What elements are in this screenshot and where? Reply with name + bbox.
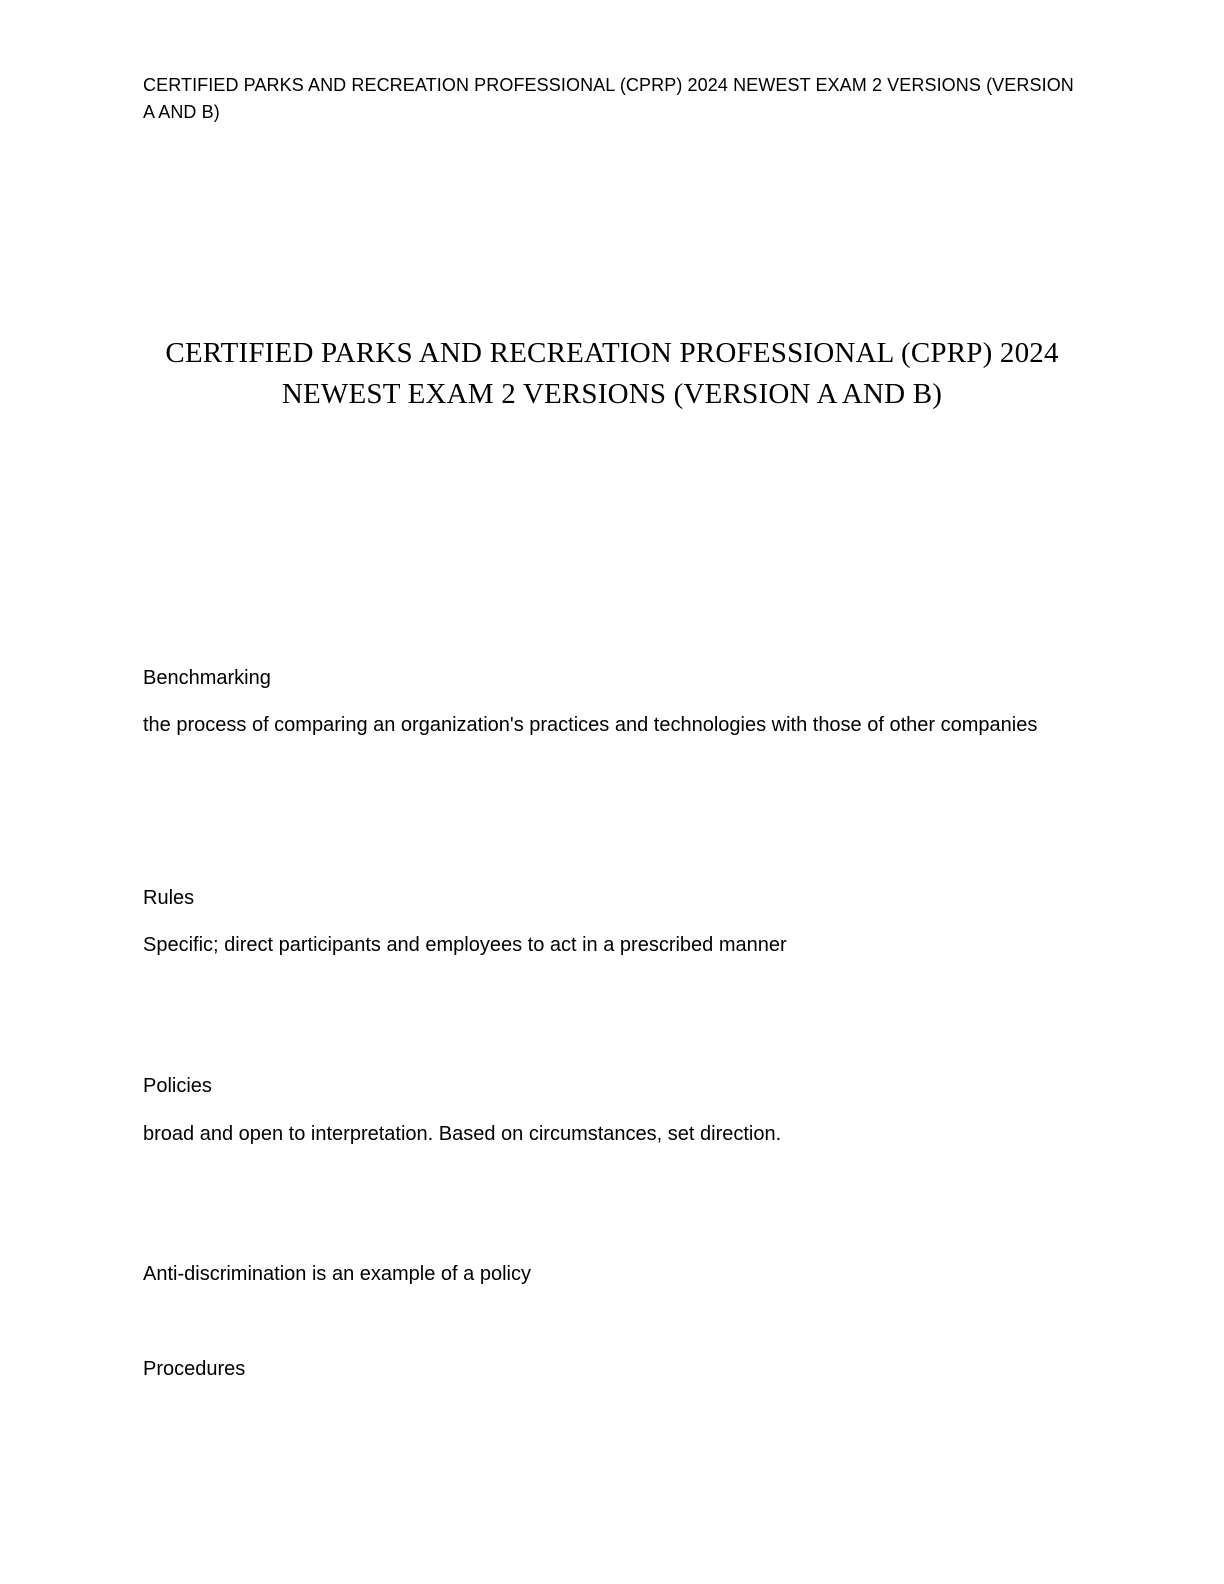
document-title [112,333,1112,415]
definition-benchmarking: the process of comparing an organization's practices and technologies with those of other companies [143,714,1038,736]
definition-policies: broad and open to interpretation. Based on circumstances, set direction. [143,1123,782,1145]
term-rules: Rules [143,887,195,909]
term-benchmarking: Benchmarking [143,667,271,689]
title-line-1: CERTIFIED PARKS AND RECREATION PROFESSIONAL (CPRP) 2024 [165,337,1059,369]
definition-rules: Specific; direct participants and employees to act in a prescribed manner [143,934,787,956]
term-policies: Policies [143,1075,212,1097]
running-header: CERTIFIED PARKS AND RECREATION PROFESSIONAL (CPRP) 2024 NEWEST EXAM 2 VERSIONS (VERSION A AND B) [143,75,1074,122]
policy-note: Anti-discrimination is an example of a policy [143,1263,531,1285]
term-procedures: Procedures [143,1358,246,1380]
title-line-2: NEWEST EXAM 2 VERSIONS (VERSION A AND B) [281,378,943,410]
